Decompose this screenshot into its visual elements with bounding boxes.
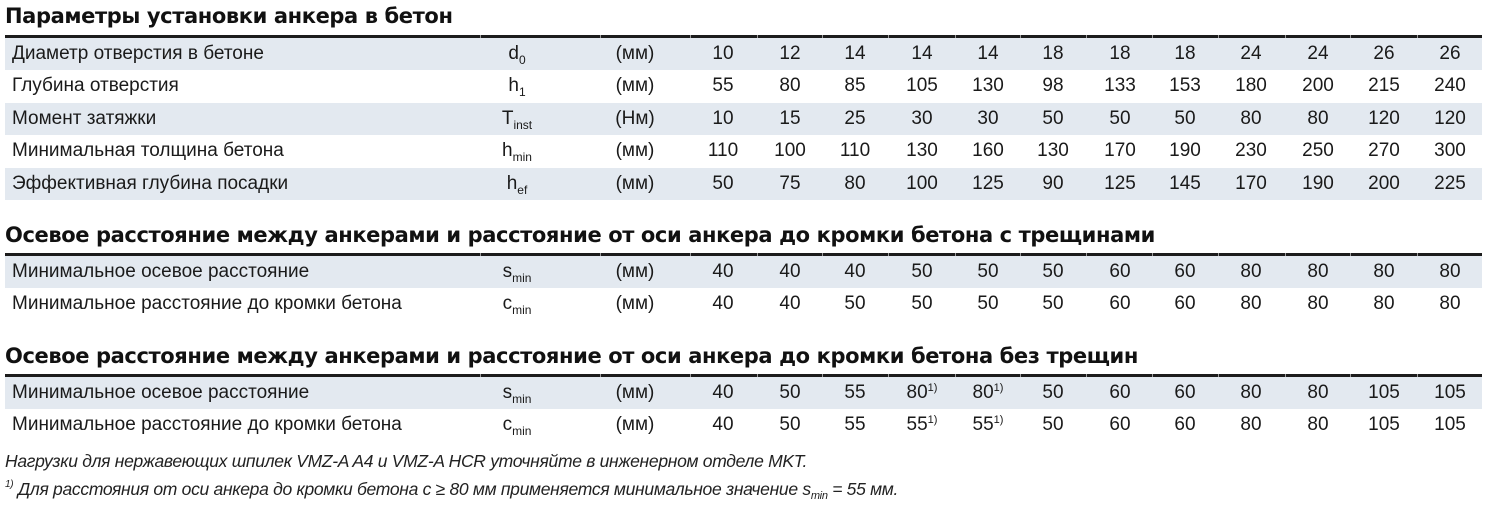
value-cell [1087,256,1153,288]
value-text: 105 [1368,382,1400,403]
symbol-base: T [501,107,514,129]
value-cell [1218,409,1284,441]
value-text: 55 [906,414,928,436]
table-row [5,38,1482,70]
footnote-text: Нагрузки для нержавеющих шпилек VMZ-A A4 и VMZ-A HCR уточняйте в инженерном отделе MKT. [5,451,808,471]
symbol-subscript: min [512,150,532,165]
value-text: 55 [972,414,994,436]
symbol-subscript: inst [513,117,533,132]
value-text: 18 [1174,43,1196,64]
value-cell [955,103,1021,135]
footnote-ref: 1) [927,414,938,427]
value-cell [1152,135,1218,167]
value-text: 14 [977,43,999,64]
value-cell [1417,135,1483,167]
value-cell [955,409,1021,441]
value-text: 40 [712,261,734,282]
footnote-stainless [5,451,807,472]
value-text: 60 [1109,261,1131,282]
value-cell [1417,377,1483,409]
footnote-subscript: min [810,490,828,502]
value-text: 50 [1042,107,1064,129]
row-symbol [487,38,547,70]
value-text: 10 [712,43,734,64]
value-text: 133 [1104,75,1136,97]
table-row [5,288,1482,320]
table-row [5,70,1482,102]
value-cell [1417,168,1483,200]
value-text: 55 [712,75,734,97]
value-text: 14 [844,43,866,64]
value-cell [889,38,955,70]
value-text: 30 [977,107,999,129]
value-cell [822,409,888,441]
value-text: 50 [1042,293,1064,315]
value-cell [1087,377,1153,409]
value-text: 153 [1169,75,1201,97]
symbol-base: c [502,293,513,315]
value-text: 30 [911,107,933,129]
symbol-base: h [506,172,518,194]
row-unit: (мм) [615,382,655,403]
row-label: Глубина отверстия [12,75,179,97]
value-cell [1087,135,1153,167]
value-text: 225 [1434,172,1466,194]
value-text: 120 [1434,107,1466,129]
value-text: 75 [779,172,801,194]
symbol-subscript: min [512,303,532,318]
value-text: 200 [1302,75,1334,97]
value-text: 40 [844,261,866,282]
row-unit: (мм) [615,261,655,282]
value-text: 110 [707,140,739,162]
value-cell [1087,38,1153,70]
value-cell [1285,70,1351,102]
row-symbol [487,70,547,102]
value-cell [1218,377,1284,409]
value-cell [1152,168,1218,200]
footnote-text-end: = 55 мм. [827,479,899,499]
value-text: 50 [712,172,734,194]
value-text: 80 [1240,107,1262,129]
value-cell [1087,70,1153,102]
value-cell [822,38,888,70]
footnote-ref: 1) [927,382,938,394]
row-label: Минимальное расстояние до кромки бетона [12,414,402,436]
value-text: 80 [1307,414,1329,436]
value-cell [1351,409,1417,441]
value-text: 105 [1434,382,1466,403]
value-text: 80 [779,75,801,97]
value-cell [1152,409,1218,441]
value-cell [757,256,823,288]
value-text: 80 [1439,261,1461,282]
row-symbol [487,409,547,441]
value-cell [757,70,823,102]
value-text: 18 [1042,43,1064,64]
value-cell [1020,409,1086,441]
value-cell [1087,168,1153,200]
value-cell [690,377,756,409]
row-symbol [487,288,547,320]
row-label: Минимальная толщина бетона [12,140,284,162]
value-text: 50 [844,293,866,315]
value-text: 120 [1368,107,1400,129]
value-cell [1351,168,1417,200]
value-text: 80 [1307,293,1329,315]
value-text: 180 [1235,75,1267,97]
value-text: 40 [712,414,734,436]
footnote-1 [5,479,898,500]
value-cell [757,288,823,320]
value-cell [690,288,756,320]
value-text: 40 [779,293,801,315]
value-cell [822,377,888,409]
section-title: Осевое расстояние между анкерами и расстояние от оси анкера до кромки бетона без трещин [5,344,1138,368]
value-text: 25 [844,107,866,129]
value-cell [1218,70,1284,102]
value-text: 110 [839,140,871,162]
value-text: 105 [906,75,938,97]
value-text: 80 [1307,382,1329,403]
value-cell [955,288,1021,320]
value-cell [1351,135,1417,167]
footnote-mark: 1) [5,479,14,490]
section-title: Параметры установки анкера в бетон [5,4,453,28]
value-cell [1351,103,1417,135]
value-text: 24 [1307,43,1329,64]
value-text: 98 [1042,75,1064,97]
symbol-base: s [502,382,513,403]
value-cell [1218,38,1284,70]
value-cell [1020,256,1086,288]
value-text: 26 [1439,43,1461,64]
symbol-base: h [502,140,513,162]
value-text: 50 [1109,107,1131,129]
value-cell [889,70,955,102]
value-cell [1417,409,1483,441]
value-cell [1087,409,1153,441]
value-text: 215 [1368,75,1400,97]
row-symbol [487,168,547,200]
value-cell [690,103,756,135]
value-text: 170 [1235,172,1267,194]
value-text: 60 [1174,414,1196,436]
value-text: 50 [1174,107,1196,129]
row-unit: (мм) [615,293,655,315]
value-text: 125 [1104,172,1136,194]
value-cell [1285,256,1351,288]
value-cell [955,135,1021,167]
value-cell [690,256,756,288]
value-text: 80 [1240,382,1262,403]
row-unit: (мм) [615,172,655,194]
value-text: 170 [1104,140,1136,162]
value-cell [955,168,1021,200]
value-cell [1285,135,1351,167]
table-row [5,168,1482,200]
value-cell [1218,288,1284,320]
value-cell [1417,70,1483,102]
symbol-subscript: 1 [518,85,526,100]
value-text: 90 [1042,172,1064,194]
value-cell [1285,409,1351,441]
value-text: 80 [1240,261,1262,282]
row-unit: (Нм) [615,107,655,129]
value-text: 15 [779,107,801,129]
value-text: 105 [1434,414,1466,436]
value-cell [1020,38,1086,70]
value-cell [1020,288,1086,320]
value-text: 40 [712,293,734,315]
table-row [5,409,1482,441]
value-text: 26 [1373,43,1395,64]
value-cell [1417,288,1483,320]
value-cell [757,377,823,409]
value-text: 60 [1109,414,1131,436]
value-cell [690,70,756,102]
value-cell [1351,377,1417,409]
value-cell [757,135,823,167]
value-text: 270 [1368,140,1400,162]
value-text: 145 [1169,172,1201,194]
value-text: 80 [972,382,994,403]
value-text: 24 [1240,43,1262,64]
value-text: 60 [1174,261,1196,282]
value-cell [1218,135,1284,167]
row-unit: (мм) [615,414,655,436]
value-text: 130 [906,140,938,162]
symbol-base: c [502,414,513,436]
value-text: 80 [1439,293,1461,315]
value-text: 125 [972,172,1004,194]
row-unit: (мм) [615,140,655,162]
value-text: 100 [906,172,938,194]
table-row [5,135,1482,167]
row-symbol [487,135,547,167]
value-cell [1285,377,1351,409]
value-cell [1152,103,1218,135]
value-text: 80 [1307,261,1329,282]
value-text: 80 [1307,107,1329,129]
value-cell [757,409,823,441]
value-cell [1351,70,1417,102]
value-text: 190 [1169,140,1201,162]
value-text: 50 [911,293,933,315]
symbol-base: d [508,43,519,64]
value-cell [1218,168,1284,200]
value-text: 130 [1037,140,1069,162]
value-text: 80 [844,172,866,194]
value-cell [1020,103,1086,135]
value-cell [1152,288,1218,320]
value-cell [1351,38,1417,70]
value-cell [1417,256,1483,288]
row-label: Эффективная глубина посадки [12,172,289,194]
value-text: 130 [972,75,1004,97]
row-label: Минимальное осевое расстояние [12,261,310,282]
value-cell [1285,103,1351,135]
value-text: 50 [977,261,999,282]
value-cell [1087,288,1153,320]
value-text: 160 [972,140,1004,162]
value-cell [757,103,823,135]
value-text: 190 [1302,172,1334,194]
value-cell [757,168,823,200]
value-cell [822,288,888,320]
symbol-base: h [508,75,519,97]
value-cell [690,168,756,200]
value-text: 300 [1434,140,1466,162]
symbol-subscript: min [512,271,532,285]
value-text: 50 [1042,261,1064,282]
value-cell [1020,135,1086,167]
value-text: 60 [1109,293,1131,315]
value-text: 80 [906,382,928,403]
value-cell [1218,103,1284,135]
value-text: 80 [1240,293,1262,315]
value-text: 80 [1373,261,1395,282]
value-text: 80 [1240,414,1262,436]
section-title: Осевое расстояние между анкерами и расстояние от оси анкера до кромки бетона с трещинами [5,223,1155,247]
row-symbol [487,103,547,135]
value-text: 14 [911,43,933,64]
value-cell [955,256,1021,288]
value-cell [889,377,955,409]
value-text: 50 [1042,414,1064,436]
symbol-subscript: min [512,392,532,406]
value-cell [822,70,888,102]
row-label: Минимальное расстояние до кромки бетона [12,293,402,315]
row-unit: (мм) [615,43,655,64]
value-cell [1351,256,1417,288]
value-cell [889,409,955,441]
value-cell [1417,38,1483,70]
value-cell [757,38,823,70]
footnote-text: Для расстояния от оси анкера до кромки бетона c ≥ 80 мм применяется минимальное значение s [13,479,811,499]
value-cell [822,135,888,167]
value-cell [1285,38,1351,70]
value-cell [889,168,955,200]
row-label: Минимальное осевое расстояние [12,382,310,403]
value-text: 55 [844,414,866,436]
value-text: 200 [1368,172,1400,194]
footnote-ref: 1) [993,414,1004,427]
value-cell [1285,288,1351,320]
value-cell [1218,256,1284,288]
value-cell [889,288,955,320]
value-text: 250 [1302,140,1334,162]
value-cell [822,103,888,135]
value-cell [955,38,1021,70]
value-text: 12 [779,43,801,64]
value-cell [690,38,756,70]
value-cell [889,103,955,135]
value-text: 60 [1174,382,1196,403]
value-text: 50 [779,414,801,436]
value-text: 240 [1434,75,1466,97]
value-text: 50 [1042,382,1064,403]
value-cell [690,135,756,167]
value-cell [889,256,955,288]
table-row [5,103,1482,135]
value-cell [1020,168,1086,200]
value-cell [1417,103,1483,135]
symbol-subscript: ef [517,182,528,197]
value-cell [1152,70,1218,102]
footnote-ref: 1) [993,382,1004,394]
row-label: Момент затяжки [12,107,157,129]
table-row [5,256,1482,288]
row-symbol [487,377,547,409]
value-text: 105 [1368,414,1400,436]
value-cell [1152,377,1218,409]
value-text: 50 [779,382,801,403]
value-cell [1152,256,1218,288]
symbol-subscript: 0 [518,53,526,67]
value-cell [822,168,888,200]
value-text: 60 [1174,293,1196,315]
value-cell [1020,377,1086,409]
value-text: 230 [1235,140,1267,162]
row-label: Диаметр отверстия в бетоне [12,43,264,64]
value-text: 40 [712,382,734,403]
value-text: 80 [1373,293,1395,315]
row-symbol [487,256,547,288]
symbol-subscript: min [512,424,532,439]
value-cell [1087,103,1153,135]
value-text: 50 [977,293,999,315]
row-unit: (мм) [615,75,655,97]
value-text: 50 [911,261,933,282]
value-text: 55 [844,382,866,403]
value-cell [1285,168,1351,200]
value-text: 40 [779,261,801,282]
value-cell [822,256,888,288]
symbol-base: s [502,261,513,282]
value-cell [955,70,1021,102]
value-cell [1351,288,1417,320]
table-row [5,377,1482,409]
value-text: 85 [844,75,866,97]
value-cell [889,135,955,167]
value-cell [690,409,756,441]
value-cell [1152,38,1218,70]
value-cell [955,377,1021,409]
value-text: 100 [774,140,806,162]
value-text: 18 [1109,43,1131,64]
value-cell [1020,70,1086,102]
value-text: 10 [712,107,734,129]
value-text: 60 [1109,382,1131,403]
